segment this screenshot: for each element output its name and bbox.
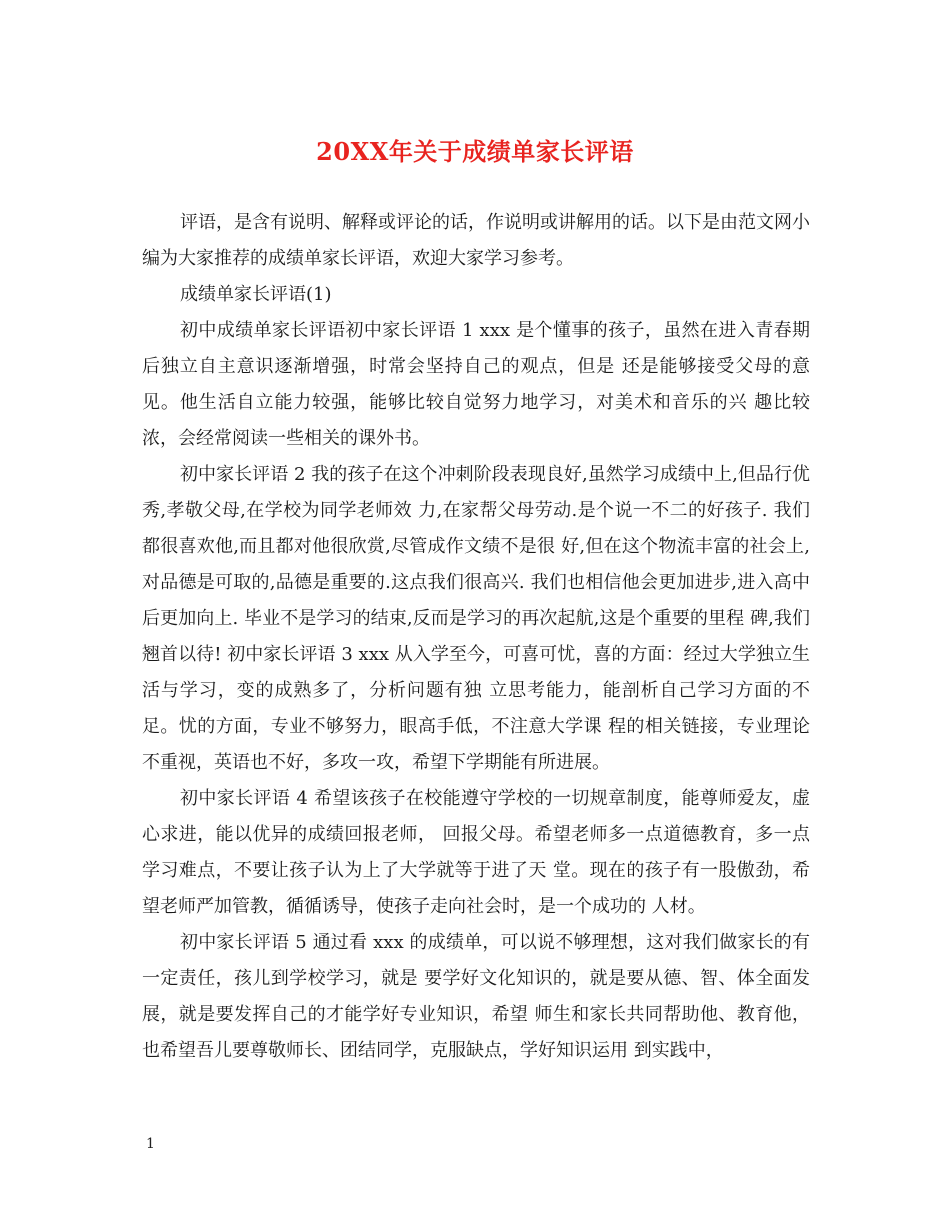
paragraph-intro: 评语，是含有说明、解释或评论的话，作说明或讲解用的话。以下是由范文网小编为大家推荐的成绩单家长评语，欢迎大家学习参考。 [142, 212, 810, 269]
document-title: 20XX年关于成绩单家长评语 [316, 137, 634, 166]
document-body [142, 205, 810, 1069]
paragraph-comment-2-3: 初中家长评语 2 我的孩子在这个冲刺阶段表现良好,虽然学习成绩中上,但品行优秀,孝敬父母,在学校为同学老师效 力,在家帮父母劳动.是个说一不二的好孩子. 我们都很喜欢他,而且都对他很欣赏,尽管成作文绩不是很 好,但在这个物流丰富的社会上,对品德是可取的,品德是重要的.这点我们很高兴. 我们也相信他会更加进步,进入高中后更加向上. 毕业不是学习的结束,反而是学习的再次起航,这是个重要的里程 碑,我们翘首以待! 初中家长评语 3 xxx 从入学至今，可喜可忧，喜的方面：经过大学独立生活与学习，变的成熟多了，分析问题有独 立思考能力，能剖析自己学习方面的不足。忧的方面，专业不够努力，眼高手低，不注意大学课 程的相关链接，专业理论不重视，英语也不好，多攻一攻，希望下学期能有所进展。 [142, 464, 810, 773]
paragraph-comment-1: 初中成绩单家长评语初中家长评语 1 xxx 是个懂事的孩子，虽然在进入青春期后独立自主意识逐渐增强，时常会坚持自己的观点，但是 还是能够接受父母的意见。他生活自立能力较强，能够比较自觉努力地学习，对美术和音乐的兴 趣比较浓，会经常阅读一些相关的课外书。 [142, 320, 810, 449]
paragraph-section-heading: 成绩单家长评语(1) [180, 284, 332, 305]
page-number: 1 [146, 1136, 155, 1152]
paragraph-comment-4: 初中家长评语 4 希望该孩子在校能遵守学校的一切规章制度，能尊师爱友，虚心求进，能以优异的成绩回报老师， 回报父母。希望老师多一点道德教育，多一点学习难点，不要让孩子认为上了大学就等于进了天 堂。现在的孩子有一股傲劲，希望老师严加管教，循循诱导，使孩子走向社会时，是一个成功的 人材。 [142, 788, 810, 917]
paragraph-comment-5: 初中家长评语 5 通过看 xxx 的成绩单，可以说不够理想，这对我们做家长的有一定责任，孩儿到学校学习，就是 要学好文化知识的，就是要从德、智、体全面发展，就是要发挥自己的才能学好专业知识，希望 师生和家长共同帮助他、教育他，也希望吾儿要尊敬师长、团结同学，克服缺点，学好知识运用 到实践中， [142, 932, 810, 1061]
